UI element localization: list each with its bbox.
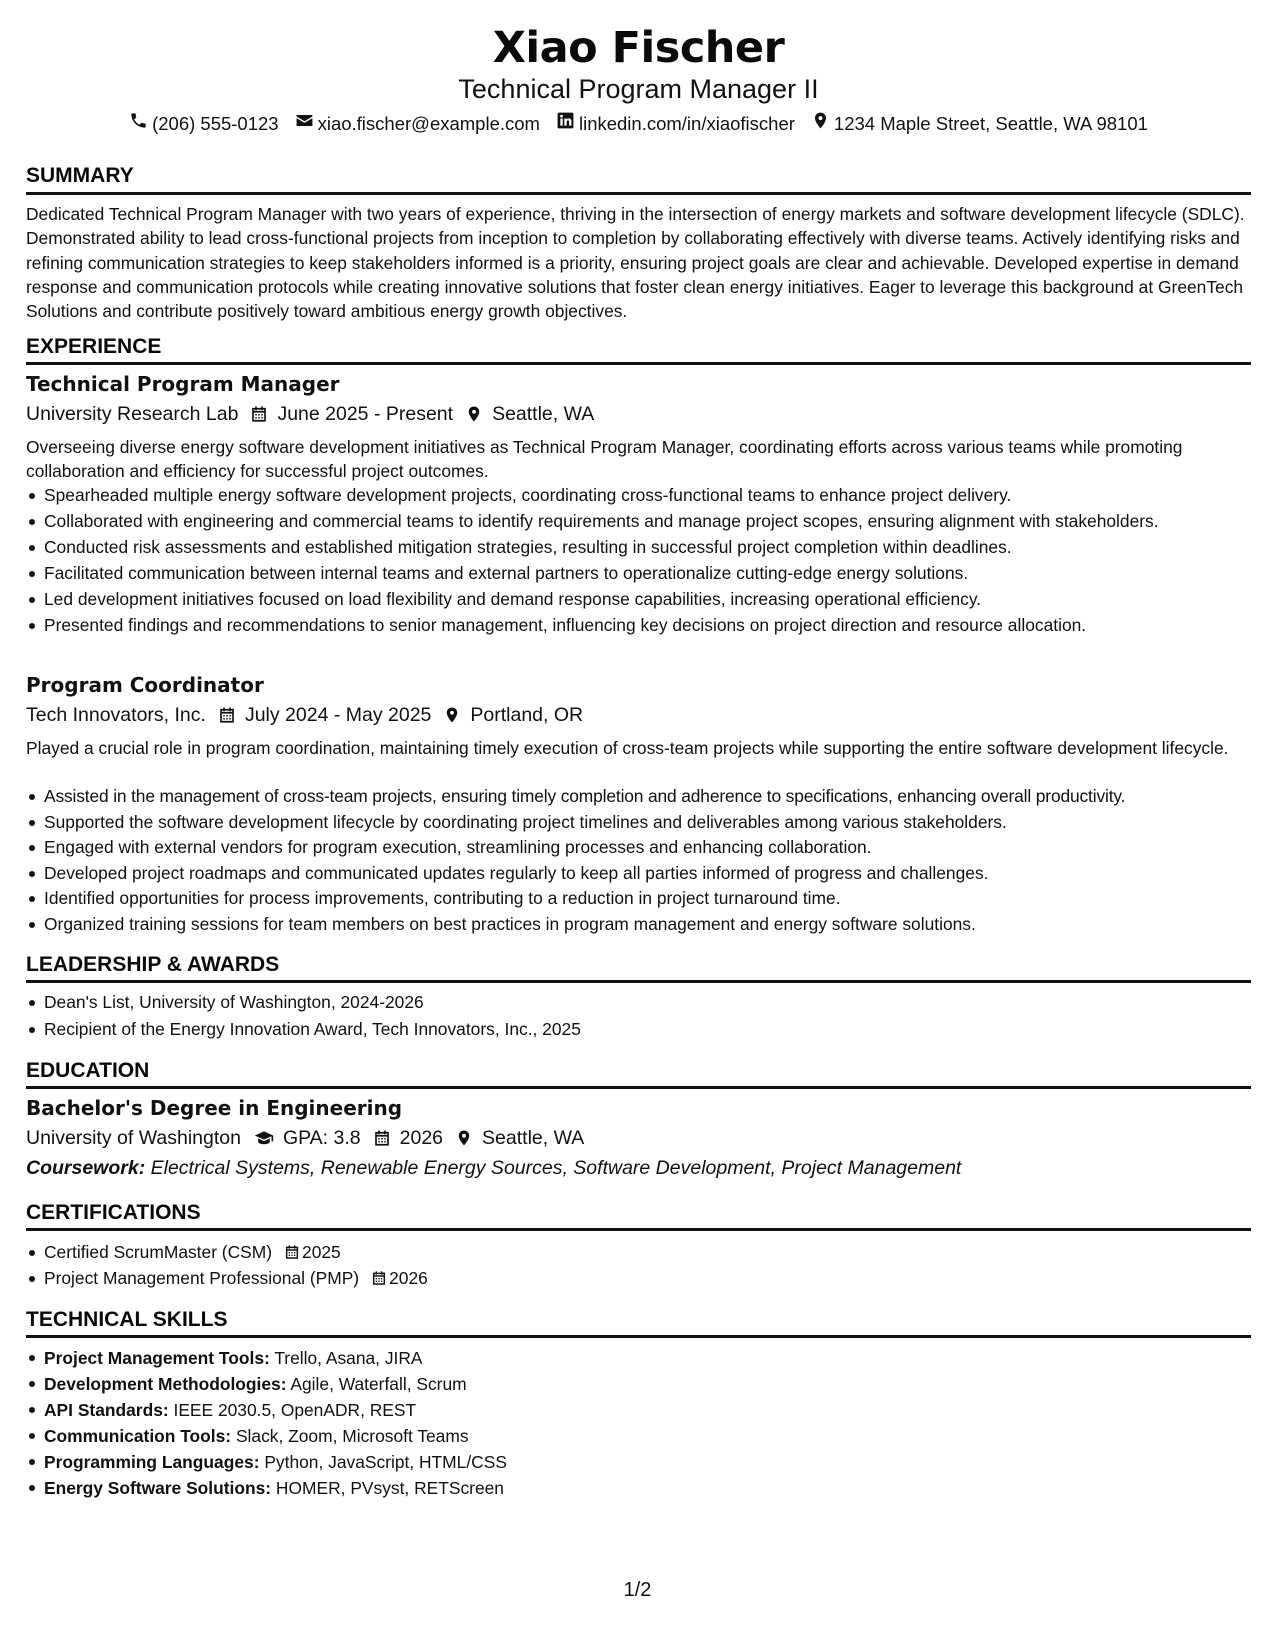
job-org: Tech Innovators, Inc. bbox=[26, 704, 206, 726]
calendar-icon bbox=[371, 1270, 387, 1286]
graduation-cap-icon bbox=[253, 1128, 275, 1148]
section-divider bbox=[26, 192, 1251, 195]
coursework-label: Coursework: bbox=[26, 1157, 146, 1179]
job-role: Program Coordinator bbox=[26, 673, 264, 697]
contact-linkedin[interactable] bbox=[556, 111, 795, 137]
email-text: xiao.fischer@example.com bbox=[317, 113, 540, 134]
job-meta bbox=[26, 400, 1251, 428]
address-text: 1234 Maple Street, Seattle, WA 98101 bbox=[833, 113, 1148, 134]
contact-address bbox=[811, 111, 1148, 137]
leadership-heading: LEADERSHIP & AWARDS bbox=[26, 953, 280, 976]
phone-icon bbox=[129, 111, 152, 137]
cert-year: 2025 bbox=[302, 1242, 341, 1262]
map-pin-icon bbox=[465, 405, 483, 423]
coursework-line bbox=[26, 1154, 1251, 1182]
gpa-text: GPA: 3.8 bbox=[282, 1127, 361, 1149]
list-item: Developed project roadmaps and communicated updates regularly to keep all parties informed of progress and challenges. bbox=[26, 861, 1251, 885]
page-number: 1/2 bbox=[623, 1579, 652, 1601]
skill-label: Communication Tools: bbox=[44, 1426, 232, 1446]
job-org: University Research Lab bbox=[26, 403, 239, 425]
map-pin-icon bbox=[811, 111, 834, 137]
list-item: Collaborated with engineering and commercial teams to identify requirements and manage project scopes, ensuring alignment with stakeholders. bbox=[26, 509, 1251, 533]
candidate-title: Technical Program Manager II bbox=[458, 74, 819, 104]
list-item: Assisted in the management of cross-team projects, ensuring timely completion and adherence to specifications, enhancing overall productivity. bbox=[26, 784, 1251, 808]
list-item: Led development initiatives focused on load flexibility and demand response capabilities, increasing operational efficiency. bbox=[26, 587, 1251, 611]
leadership-list bbox=[26, 990, 1251, 1041]
contact-bar bbox=[26, 111, 1251, 137]
list-item: Supported the software development lifecycle by coordinating project timelines and deliverables among various stakeholders. bbox=[26, 810, 1251, 834]
section-divider bbox=[26, 1335, 1251, 1338]
envelope-icon bbox=[295, 111, 318, 137]
skill-label: Programming Languages: bbox=[44, 1452, 260, 1472]
map-pin-icon bbox=[443, 706, 461, 724]
linkedin-text: linkedin.com/in/xiaofischer bbox=[578, 113, 795, 134]
calendar-icon bbox=[373, 1129, 391, 1147]
skill-value: IEEE 2030.5, OpenADR, REST bbox=[173, 1400, 417, 1420]
skill-label: API Standards: bbox=[44, 1400, 169, 1420]
calendar-icon bbox=[250, 405, 268, 423]
job-intro: Played a crucial role in program coordination, maintaining timely execution of cross-team projects while supporting the entire software development lifecycle. bbox=[26, 738, 1229, 758]
list-item: Conducted risk assessments and established mitigation strategies, resulting in successful project completion within deadlines. bbox=[26, 535, 1251, 559]
job-bullets bbox=[26, 483, 1251, 637]
section-divider bbox=[26, 362, 1251, 365]
summary-text: Dedicated Technical Program Manager with two years of experience, thriving in the intersection of energy markets and software development lifecycle (SDLC). Demonstrated ability to lead cross-functional projects from inception to completion by collaborating effectively with diverse teams. Actively identifying risks and refining communication strategies to keep stakeholders informed is a priority, ensuring project goals are clear and achievable. Developed expertise in demand response and communication protocols while creating innovative solutions that foster clean energy initiatives. Eager to leverage this background at GreenTech Solutions and contribute positively toward ambitious energy growth objectives. bbox=[26, 204, 1245, 322]
cert-name: Certified ScrumMaster (CSM) bbox=[44, 1242, 273, 1262]
list-item bbox=[26, 1449, 1251, 1475]
list-item bbox=[26, 1423, 1251, 1449]
skill-value: HOMER, PVsyst, RETScreen bbox=[275, 1478, 504, 1498]
coursework-text: Electrical Systems, Renewable Energy Sources, Software Development, Project Management bbox=[150, 1157, 962, 1179]
skill-label: Energy Software Solutions: bbox=[44, 1478, 272, 1498]
job-meta bbox=[26, 701, 1251, 729]
list-item: Identified opportunities for process improvements, contributing to a reduction in project turnaround time. bbox=[26, 886, 1251, 910]
job-intro: Overseeing diverse energy software development initiatives as Technical Program Manager, coordinating efforts across various teams while promoting collaboration and efficiency for successful project outcomes. bbox=[26, 437, 1183, 482]
certifications-list bbox=[26, 1240, 1251, 1290]
calendar-icon bbox=[218, 706, 236, 724]
section-divider bbox=[26, 1086, 1251, 1089]
job-location: Portland, OR bbox=[470, 704, 584, 726]
skill-value: Slack, Zoom, Microsoft Teams bbox=[235, 1426, 469, 1446]
list-item: Presented findings and recommendations to senior management, influencing key decisions on project direction and resource allocation. bbox=[26, 613, 1251, 637]
skill-value: Agile, Waterfall, Scrum bbox=[290, 1374, 467, 1394]
school-name: University of Washington bbox=[26, 1127, 241, 1149]
contact-phone[interactable] bbox=[129, 111, 279, 137]
skill-label: Development Methodologies: bbox=[44, 1374, 287, 1394]
phone-text: (206) 555-0123 bbox=[152, 113, 279, 134]
school-location: Seattle, WA bbox=[482, 1127, 585, 1149]
list-item bbox=[26, 1397, 1251, 1423]
job-dates: July 2024 - May 2025 bbox=[244, 704, 432, 726]
skill-value: Python, JavaScript, HTML/CSS bbox=[264, 1452, 507, 1472]
map-pin-icon bbox=[455, 1129, 473, 1147]
list-item: Organized training sessions for team members on best practices in program management and energy software solutions. bbox=[26, 912, 1251, 936]
contact-email[interactable] bbox=[295, 111, 540, 137]
list-item: Recipient of the Energy Innovation Award, Tech Innovators, Inc., 2025 bbox=[26, 1017, 1251, 1041]
skill-value: Trello, Asana, JIRA bbox=[274, 1348, 423, 1368]
skills-heading: TECHNICAL SKILLS bbox=[26, 1308, 228, 1331]
linkedin-icon bbox=[556, 111, 579, 137]
skills-list bbox=[26, 1345, 1251, 1501]
section-divider bbox=[26, 980, 1251, 983]
list-item bbox=[26, 1345, 1251, 1371]
job-bullets bbox=[26, 784, 1251, 936]
cert-year: 2026 bbox=[389, 1268, 428, 1288]
education-heading: EDUCATION bbox=[26, 1059, 150, 1082]
skill-label: Project Management Tools: bbox=[44, 1348, 270, 1368]
graduation-year: 2026 bbox=[399, 1127, 444, 1149]
summary-heading: SUMMARY bbox=[26, 164, 134, 187]
job-role: Technical Program Manager bbox=[26, 372, 340, 396]
list-item bbox=[26, 1240, 1251, 1264]
list-item bbox=[26, 1371, 1251, 1397]
list-item: Dean's List, University of Washington, 2024-2026 bbox=[26, 990, 1251, 1014]
list-item: Spearheaded multiple energy software development projects, coordinating cross-functional teams to enhance project delivery. bbox=[26, 483, 1251, 507]
calendar-icon bbox=[284, 1244, 300, 1260]
list-item bbox=[26, 1475, 1251, 1501]
experience-heading: EXPERIENCE bbox=[26, 335, 162, 358]
list-item: Facilitated communication between internal teams and external partners to operationalize cutting-edge energy solutions. bbox=[26, 561, 1251, 585]
list-item: Engaged with external vendors for program execution, streamlining processes and enhancing collaboration. bbox=[26, 835, 1251, 859]
job-dates: June 2025 - Present bbox=[277, 403, 454, 425]
cert-name: Project Management Professional (PMP) bbox=[44, 1268, 360, 1288]
degree-title: Bachelor's Degree in Engineering bbox=[26, 1096, 403, 1120]
job-location: Seattle, WA bbox=[492, 403, 595, 425]
education-meta bbox=[26, 1124, 1251, 1152]
section-divider bbox=[26, 1228, 1251, 1231]
certifications-heading: CERTIFICATIONS bbox=[26, 1201, 201, 1224]
list-item bbox=[26, 1266, 1251, 1290]
candidate-name: Xiao Fischer bbox=[492, 23, 785, 73]
